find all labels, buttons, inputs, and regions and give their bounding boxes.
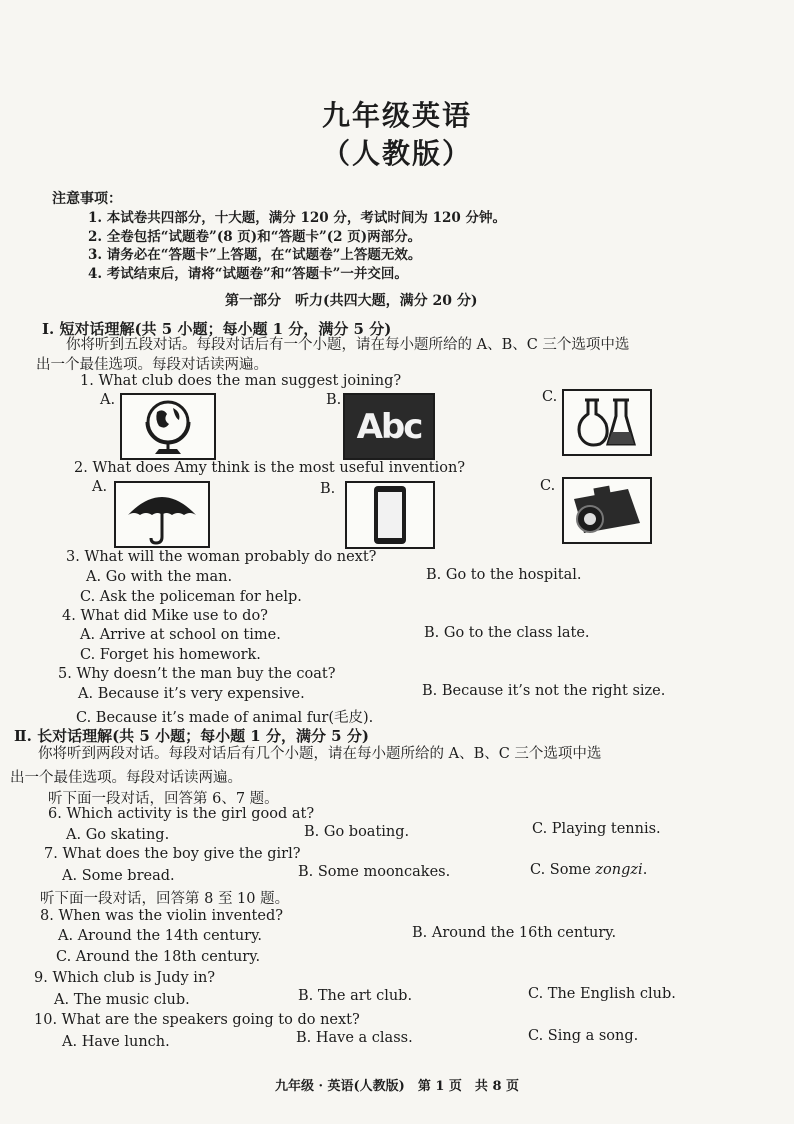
section1-intro-1: 你将听到五段对话。每段对话后有一个小题，请在每小题所给的 A、B、C 三个选项中选 [66, 337, 630, 353]
phone-icon [370, 484, 410, 546]
q8-option-c: C. Around the 18th century. [56, 949, 261, 965]
q1-option-a: A. [100, 392, 116, 408]
q10-option-a: A. Have lunch. [62, 1034, 170, 1050]
q10-stem: 10. What are the speakers going to do next? [34, 1012, 360, 1028]
q5-option-b: B. Because it’s not the right size. [422, 683, 666, 699]
q6-stem: 6. Which activity is the girl good at? [48, 806, 315, 822]
q6-option-a: A. Go skating. [66, 827, 170, 843]
q3-option-a: A. Go with the man. [86, 569, 233, 585]
q7-option-c [530, 862, 647, 878]
q2-option-b: B. [320, 481, 336, 497]
q9-option-b: B. The art club. [298, 988, 413, 1004]
q3-stem: 3. What will the woman probably do next? [66, 549, 377, 565]
umbrella-picture [114, 481, 210, 548]
q4-option-c: C. Forget his homework. [80, 647, 261, 663]
q7-option-b: B. Some mooncakes. [298, 864, 451, 880]
q5-option-c: C. Because it’s made of animal fur(毛皮). [76, 710, 374, 726]
camera-picture [562, 477, 652, 544]
section1-intro-2: 出一个最佳选项。每段对话读两遍。 [36, 357, 268, 373]
section2-heading: Ⅱ. 长对话理解(共 5 小题；每小题 1 分，满分 5 分) [14, 727, 369, 745]
section2-intro-1: 你将听到两段对话。每段对话后有几个小题，请在每小题所给的 A、B、C 三个选项中选 [38, 746, 602, 762]
listen-instruction-1: 听下面一段对话，回答第 6、7 题。 [48, 791, 279, 807]
flask-picture [562, 389, 652, 456]
q5-stem: 5. Why doesn’t the man buy the coat? [58, 666, 336, 682]
q2-stem: 2. What does Amy think is the most useful invention? [74, 460, 466, 476]
q10-option-b: B. Have a class. [296, 1030, 413, 1046]
notice-item-4: 4. 考试结束后，请将“试题卷”和“答题卡”一并交回。 [88, 266, 408, 282]
q3-option-c: C. Ask the policeman for help. [80, 589, 302, 605]
q6-option-c: C. Playing tennis. [532, 821, 661, 837]
q4-option-b: B. Go to the class late. [424, 625, 590, 641]
phone-picture [345, 481, 435, 549]
q2-option-c: C. [540, 478, 556, 494]
notice-heading: 注意事项： [52, 191, 122, 207]
q9-option-a: A. The music club. [54, 992, 190, 1008]
page-title: 九年级英语 [321, 99, 472, 132]
section2-intro-2: 出一个最佳选项。每段对话读两遍。 [10, 770, 242, 786]
q7-option-a: A. Some bread. [62, 868, 175, 884]
flask-icon [572, 394, 642, 452]
q9-option-c: C. The English club. [528, 986, 676, 1002]
q1-stem: 1. What club does the man suggest joining? [80, 373, 402, 389]
section1-heading: Ⅰ. 短对话理解(共 5 小题；每小题 1 分，满分 5 分) [42, 320, 392, 338]
q6-option-b: B. Go boating. [304, 824, 410, 840]
page-footer: 九年级 · 英语(人教版) 第 1 页 共 8 页 [274, 1079, 520, 1094]
q7-stem: 7. What does the boy give the girl? [44, 846, 301, 862]
q3-option-b: B. Go to the hospital. [426, 567, 582, 583]
q8-option-b: B. Around the 16th century. [412, 925, 617, 941]
notice-item-2: 2. 全卷包括“试题卷”(8 页)和“答题卡”(2 页)两部分。 [88, 229, 422, 245]
q4-option-a: A. Arrive at school on time. [80, 627, 281, 643]
notice-item-3: 3. 请务必在“答题卡”上答题，在“试题卷”上答题无效。 [88, 247, 422, 263]
q2-option-a: A. [92, 479, 108, 495]
q8-option-a: A. Around the 14th century. [58, 928, 262, 944]
q7-option-c-prefix: C. Some [530, 862, 596, 878]
umbrella-icon [122, 485, 202, 545]
q10-option-c: C. Sing a song. [528, 1028, 639, 1044]
globe-picture [120, 393, 216, 460]
part-heading: 第一部分 听力(共四大题，满分 20 分) [225, 293, 478, 309]
q1-option-b: B. [326, 392, 342, 408]
q9-stem: 9. Which club is Judy in? [34, 970, 216, 986]
q7-option-c-italic: zongzi [595, 862, 643, 878]
globe-icon [133, 396, 203, 458]
listen-instruction-2: 听下面一段对话，回答第 8 至 10 题。 [40, 891, 290, 907]
q8-stem: 8. When was the violin invented? [40, 908, 284, 924]
q1-option-c: C. [542, 389, 558, 405]
q5-option-a: A. Because it’s very expensive. [78, 686, 305, 702]
q7-option-c-suffix: . [642, 862, 648, 878]
abc-picture [343, 393, 435, 460]
notice-item-1: 1. 本试卷共四部分，十大题，满分 120 分，考试时间为 120 分钟。 [88, 210, 506, 226]
q4-stem: 4. What did Mike use to do? [62, 608, 268, 624]
abc-letters: Abc [356, 406, 422, 447]
page-subtitle: （人教版） [321, 137, 472, 170]
camera-icon [568, 483, 646, 539]
